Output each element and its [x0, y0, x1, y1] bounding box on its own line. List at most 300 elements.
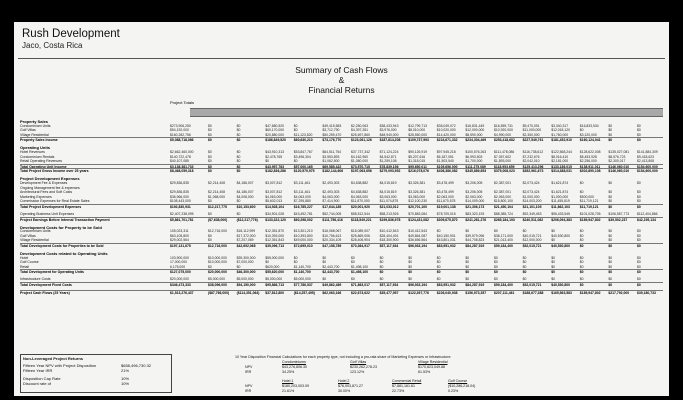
row-value: $0: [293, 123, 298, 128]
table-row: [20, 128, 663, 132]
row-value: $0: [379, 255, 384, 260]
row-value: $118,549,221: [351, 217, 372, 222]
row-value: ($114,351,064): [236, 291, 260, 295]
row-value: $182,144,606: [322, 169, 344, 174]
summary-label: Fifteen Year NPV with Project Disposition: [23, 363, 97, 368]
row-value: $10,000,000: [208, 255, 227, 260]
row-value: $3,111,461: [293, 181, 311, 185]
row-value: $20,701,100: [408, 205, 428, 209]
row-value: $52,015,721: [522, 244, 542, 248]
row-value: $21,101,105: [522, 205, 542, 209]
row-value: $70,364,917: [351, 244, 370, 248]
row-value: $25,697,860: [351, 132, 370, 137]
row-value: $118,953,659: [494, 164, 515, 169]
row-value: $0: [351, 260, 355, 265]
row-value: $4,186,007: [236, 190, 254, 195]
row-value: $5,000,000: [208, 277, 225, 282]
row-value: $39,502,237: [608, 217, 628, 222]
row-value: $47,158,789: [322, 244, 342, 248]
row-value: $2,478,765: [265, 154, 283, 159]
row-value: $10,412,543: [408, 229, 428, 234]
row-value: $0: [293, 255, 298, 260]
metric-value: 123.12%: [350, 370, 365, 374]
row-value: $3,063,000: [379, 194, 397, 199]
row-value: $2,181,000: [551, 159, 569, 164]
row-label: Total Development Fixed Costs: [20, 283, 72, 287]
property-type-header: Village Residential: [418, 360, 448, 364]
row-value: $217,792,000: [608, 291, 630, 295]
row-value: $0: [579, 260, 584, 265]
row-value: $14,003,200: [522, 199, 542, 204]
row-value: $106,557,773: [608, 212, 630, 216]
row-value: $40,530,800: [551, 283, 571, 287]
metric-value: 61.53%: [418, 370, 431, 374]
row-value: $0: [551, 238, 555, 243]
row-value: $10,920,000: [494, 128, 513, 133]
row-value: $73,570,715: [351, 164, 370, 169]
row-value: $39,300,000: [236, 255, 256, 260]
row-total: 6,175,000: [170, 264, 186, 269]
row-value: $279,093,952: [379, 169, 401, 174]
row-value: $0: [379, 277, 384, 282]
row-value: $42,195,134: [637, 217, 656, 222]
metric-value: 21.61%: [282, 389, 295, 393]
row-value: $241,261,276: [465, 217, 487, 222]
row-value: $0: [551, 260, 555, 265]
row-value: $4,063,000: [322, 194, 340, 199]
row-value: $0: [236, 128, 241, 133]
row-value: $0: [551, 264, 555, 269]
row-value: $0: [236, 132, 241, 137]
row-value: $375,008,023: [494, 169, 515, 174]
row-value: $3,326,381: [408, 190, 426, 195]
row-value: $0: [637, 205, 641, 209]
row-value: $0: [608, 199, 613, 204]
row-value: $0: [494, 277, 498, 282]
row-value: $2,214,408: [208, 181, 225, 185]
row-value: $0: [637, 128, 641, 133]
row-value: $10,756,613: [322, 233, 342, 238]
row-value: $69,585,422: [322, 164, 342, 169]
row-value: $2,387,001: [494, 181, 511, 185]
row-value: $95,866,713: [265, 283, 285, 287]
row-value: $16,785,227: [293, 205, 313, 209]
row-value: ($7,638,000): [208, 217, 228, 222]
row-value: $207,111,461: [494, 291, 515, 295]
row-label: Village Residential: [20, 238, 49, 243]
row-value: $3,007,812: [265, 181, 283, 185]
row-value: $71,124,224: [379, 150, 399, 154]
row-total: $29,836,835: [170, 181, 189, 185]
row-value: $10,393,800: [293, 233, 313, 238]
row-value: $43,910,313: [265, 150, 285, 154]
row-total: $40,107,085: [170, 159, 189, 164]
row-value: $59,184,400: [494, 244, 513, 248]
row-value: $96,433,545: [551, 212, 571, 216]
property-type-header: Golf Villas: [350, 360, 367, 364]
row-value: $1,893,000: [494, 159, 511, 164]
row-label: Project Cash Flows (25 Years): [20, 291, 70, 295]
row-value: $0: [551, 277, 555, 282]
row-value: $52,744,005: [322, 212, 342, 216]
row-value: $4,990,000: [494, 132, 511, 137]
row-value: $34,901,028: [265, 212, 285, 216]
metric-label: IRR: [245, 370, 252, 374]
row-value: $133,186,015: [551, 164, 572, 169]
row-value: $0: [208, 264, 212, 269]
row-value: $83,951,932: [436, 244, 456, 248]
row-value: $0: [637, 244, 641, 248]
row-value: $18,300,900: [379, 238, 399, 243]
row-value: $3,553,893: [322, 154, 340, 159]
row-value: $0: [208, 169, 212, 174]
row-label: Project Earnings Before Internal Transaction Payment: [20, 217, 110, 222]
row-value: ($87,766,000): [208, 291, 230, 295]
row-value: $111,756,416: [322, 217, 343, 222]
row-value: $78,839,156: [379, 164, 399, 169]
row-value: $0: [293, 260, 298, 265]
row-value: $0: [208, 132, 212, 137]
row-value: $253,418,682: [494, 138, 515, 143]
row-value: $0: [608, 132, 613, 137]
row-value: $83,951,932: [436, 283, 456, 287]
row-value: $55,620,000: [265, 270, 285, 275]
row-value: $0: [436, 255, 441, 260]
row-value: $2,493,303: [322, 190, 340, 195]
summary-value: 10%: [121, 381, 130, 386]
table-row: [20, 155, 663, 159]
row-value: $5,000,000: [236, 277, 254, 282]
row-value: $1,259,108: [379, 159, 397, 164]
company-location: Jaco, Costa Rica: [22, 41, 83, 50]
row-value: $49,000,000: [293, 238, 313, 243]
row-value: $12,716,000: [208, 229, 227, 234]
table-row: [20, 150, 663, 154]
document-header: [22, 28, 120, 50]
row-value: $4,638,882: [351, 190, 368, 195]
summary-value: 21%: [121, 368, 130, 373]
row-value: $141,884,309: [637, 150, 658, 154]
row-value: $1,760,000: [551, 132, 569, 137]
row-value: $7,295,880: [293, 199, 311, 204]
row-value: $15,800,100: [494, 199, 513, 204]
row-value: $55,000,000: [265, 255, 285, 260]
row-value: $0: [208, 212, 212, 216]
row-value: $124,431,082: [408, 217, 429, 222]
metric-value: $7,881,161.61: [392, 384, 415, 388]
row-value: $1,621,874: [551, 181, 569, 185]
row-value: $3,712,790: [322, 128, 340, 133]
row-total: $140,722,478: [170, 154, 191, 159]
row-value: $0: [408, 255, 412, 260]
row-total: $5,088,718,086: [170, 138, 194, 143]
row-value: $28,404,491: [379, 233, 399, 238]
row-value: $4,015,819: [379, 190, 397, 195]
row-value: $11,870,000: [351, 199, 370, 204]
row-value: $38,171,000: [494, 233, 513, 238]
row-total: $36,966,000: [170, 194, 189, 199]
header-rule: [18, 58, 665, 59]
row-value: $38,433,943: [379, 123, 399, 128]
row-value: $0: [236, 264, 241, 269]
metric-value: ($10,286,218.04): [448, 384, 476, 388]
row-value: $84,287,919: [465, 244, 485, 248]
row-value: $0: [608, 283, 613, 287]
row-value: $1,498,100: [351, 264, 368, 269]
row-value: $5,000,000: [293, 277, 311, 282]
section-title: Project Development Expenses: [20, 176, 80, 182]
row-value: $3,340,317: [551, 123, 569, 128]
row-value: $8,576,723: [608, 154, 626, 159]
operating-unit-header: Hotel 1: [282, 379, 294, 383]
row-value: $11,670,578: [436, 199, 456, 204]
row-value: $10,020,000: [436, 128, 456, 133]
row-value: $0: [465, 229, 470, 234]
metric-value: 22.73%: [392, 389, 405, 393]
table-row: [20, 282, 663, 287]
row-value: $0: [637, 238, 641, 243]
metric-value: 34.25%: [282, 370, 295, 374]
row-value: $1,318,015: [408, 159, 426, 164]
row-value: $38,096,000: [208, 283, 227, 287]
row-value: $123,061,126: [351, 138, 372, 143]
row-value: $14,420,000: [436, 132, 456, 137]
row-value: $0: [494, 264, 498, 269]
row-total: 105,023,311: [170, 229, 189, 234]
row-value: $138,911,011: [579, 164, 601, 169]
row-value: $12,716,000: [208, 244, 227, 248]
row-value: $72,695,010: [293, 244, 313, 248]
row-value: $0: [579, 283, 584, 287]
row-value: $19,001,138: [436, 205, 456, 209]
row-value: $0: [637, 229, 641, 234]
row-value: $7,057,602: [494, 154, 511, 159]
row-value: $2,250,063: [351, 123, 368, 128]
row-value: $0: [522, 260, 527, 265]
row-value: $133,322,120: [265, 217, 286, 222]
row-value: $16,833,534: [579, 123, 599, 128]
row-value: $8,010,000: [408, 128, 426, 133]
section-title: Development Costs related to Operating Units: [20, 251, 108, 256]
row-value: $0: [579, 233, 584, 238]
row-value: $43,492,781: [293, 212, 313, 216]
row-value: $2,063,000: [465, 194, 483, 199]
row-value: $0: [351, 277, 355, 282]
row-value: $0: [208, 164, 212, 169]
row-value: $1,621,874: [551, 190, 569, 195]
row-value: $0: [408, 260, 412, 265]
row-label: Retail Operating Revenues: [20, 159, 63, 164]
row-total: $2,407,238,095: [170, 212, 194, 216]
metric-value: 30.00%: [338, 389, 351, 393]
summary-label: Discount rate of: [23, 381, 52, 386]
row-total: $108,443,000: [170, 199, 191, 204]
row-value: $189,947,802: [579, 217, 601, 222]
row-value: $12,799,713: [408, 123, 428, 128]
row-value: $60,298,002: [293, 217, 313, 222]
returns-summary: [20, 354, 663, 394]
row-value: $224,671,332: [436, 138, 458, 143]
table-row: [20, 137, 663, 142]
row-value: $96,933,194: [408, 244, 428, 248]
row-value: $0: [293, 128, 298, 133]
row-value: $16,068,067: [322, 229, 342, 234]
row-value: $0: [579, 181, 584, 185]
row-value: $181,452,910: [551, 138, 572, 143]
row-value: $1,140,700: [293, 270, 311, 275]
row-label: Operating Business Unit Expenses: [20, 212, 75, 216]
row-value: $39,180,733: [637, 291, 656, 295]
row-value: $0: [608, 244, 613, 248]
row-value: $125,413,296: [522, 164, 544, 169]
row-value: $0: [208, 233, 212, 238]
row-value: $47,680,520: [265, 123, 285, 128]
row-total: $192,830,931: [170, 205, 191, 209]
row-value: $18,112,999: [236, 229, 256, 234]
row-value: $60,170,000: [265, 128, 285, 133]
row-value: $16,089,007: [351, 229, 370, 234]
row-value: $0: [608, 205, 613, 209]
summary-label: Non-Leveraged Project Returns: [23, 356, 84, 361]
row-value: $0: [637, 255, 641, 260]
row-value: $0: [494, 229, 498, 234]
row-total: $29,002,564: [170, 238, 189, 243]
summary-value: $658,496,730.32: [121, 363, 152, 368]
row-value: ($14,257,495): [293, 291, 315, 295]
table-row: [20, 186, 663, 190]
row-value: $1,000,000: [522, 194, 540, 199]
row-total: $5,861,701,781: [170, 217, 194, 222]
row-value: $156,973,357: [465, 291, 487, 295]
row-total: 103,900,000: [170, 255, 189, 260]
row-value: $0: [608, 264, 613, 269]
row-value: $1,000,000: [551, 194, 569, 199]
title-line-2: &: [338, 75, 345, 85]
row-value: $0: [208, 128, 212, 133]
row-value: $4,008,000: [236, 194, 254, 199]
row-label: Condominium Units: [20, 229, 51, 234]
row-value: $44,708,823: [465, 238, 485, 243]
row-value: $40,015,721: [522, 233, 542, 238]
row-value: $146,060,010: [608, 164, 630, 169]
property-type-header: Condominiums: [282, 360, 306, 364]
row-value: $0: [579, 238, 584, 243]
row-value: $165,563,583: [551, 291, 572, 295]
row-value: $8,016,410: [551, 154, 569, 159]
row-value: $2,042,010: [522, 159, 540, 164]
row-value: $4,638,882: [351, 181, 368, 185]
section-title: Development Costs for Property to be Sold: [20, 224, 102, 230]
row-value: $0: [579, 190, 584, 195]
row-value: $0: [408, 277, 412, 282]
row-value: $4,542,871: [379, 154, 397, 159]
row-label: Commission Expenses for Real Estate Sales: [20, 199, 90, 204]
row-value: $95,650,011: [408, 164, 427, 169]
row-label: Total Development Costs for Properties to be Sold: [20, 244, 104, 248]
row-value: $25,869,006: [351, 233, 370, 238]
row-label: Village Residential: [20, 132, 49, 137]
row-value: $0: [208, 199, 212, 204]
row-value: $8,590,000: [465, 132, 483, 137]
row-value: $0: [208, 123, 212, 128]
row-value: $53,847,767: [293, 150, 313, 154]
metric-value: 0.23%: [448, 389, 459, 393]
row-value: $0: [637, 181, 641, 185]
row-total: 17,000,000: [170, 260, 187, 265]
row-value: $2,073,424: [522, 181, 540, 185]
row-value: $112,404,866: [637, 212, 658, 216]
row-value: $0: [608, 194, 613, 199]
row-value: $0: [551, 229, 555, 234]
row-value: $0: [322, 260, 327, 265]
table-row: [20, 265, 663, 269]
row-value: $46,300,000: [236, 270, 256, 275]
row-value: $39,579,096: [465, 233, 485, 238]
row-value: $28,406,904: [351, 238, 370, 243]
row-value: $120,579,975: [293, 169, 315, 174]
row-value: $105,656,000: [436, 164, 458, 169]
row-value: $10,000,000: [208, 260, 227, 265]
operating-unit-header: Hotel 2: [338, 379, 350, 383]
row-value: $3,326,381: [408, 181, 426, 185]
row-label: Retail: [20, 264, 29, 269]
row-value: $227,549,761: [522, 138, 544, 143]
row-value: $3,976,000: [379, 128, 397, 133]
row-value: $2,387,001: [494, 190, 511, 195]
row-value: $35,096,713: [265, 244, 285, 248]
row-value: $49,862,489: [322, 283, 342, 287]
row-value: $0: [236, 159, 241, 164]
row-value: $1,700,000: [465, 159, 483, 164]
row-value: $352,961,673: [522, 169, 544, 174]
row-value: $216,078,076: [408, 169, 429, 174]
row-value: $0: [322, 277, 327, 282]
row-value: $78,709,015: [436, 212, 456, 216]
row-value: $0: [637, 260, 641, 265]
row-value: $0: [208, 138, 212, 143]
row-value: $40,530,800: [551, 244, 571, 248]
row-value: $128,622,008: [579, 150, 601, 154]
row-value: $0: [608, 255, 613, 260]
row-label: Golf Course: [20, 260, 39, 265]
row-value: $6,187,051: [436, 154, 454, 159]
row-value: $0: [608, 123, 613, 128]
row-value: $7,000,000: [236, 260, 254, 265]
row-value: $234,304,469: [465, 138, 487, 143]
table-row: [20, 234, 663, 238]
row-value: $60,630,210: [293, 138, 313, 143]
row-value: $11,719,121: [579, 199, 599, 204]
row-value: $21,450,104: [494, 205, 513, 209]
row-value: $58,213,926: [379, 212, 399, 216]
row-value: $0: [465, 264, 470, 269]
title-line-1: Summary of Cash Flows: [295, 65, 388, 75]
row-label: Golf Villas: [20, 233, 36, 238]
row-value: $0: [379, 270, 384, 275]
row-value: $59,184,400: [494, 283, 513, 287]
table-row: [20, 159, 663, 163]
row-value: $2,063,000: [494, 194, 511, 199]
row-value: $4,397,281: [351, 128, 368, 133]
summary-label: Disposition Cap Rate: [23, 376, 61, 381]
metric-value: $43,276,806.30: [282, 365, 307, 369]
row-total: $160,282,756: [170, 132, 191, 137]
disposition-caption: 10 Year Disposition Financial Calculations for each property type, not including a pro-rata share of Marketing Expenses or Infrastructure:: [235, 355, 452, 359]
row-value: $2,214,408: [208, 190, 225, 195]
table-row: [20, 168, 663, 173]
row-label: Condominium Units: [20, 123, 51, 128]
row-value: $5,000,000: [265, 277, 283, 282]
